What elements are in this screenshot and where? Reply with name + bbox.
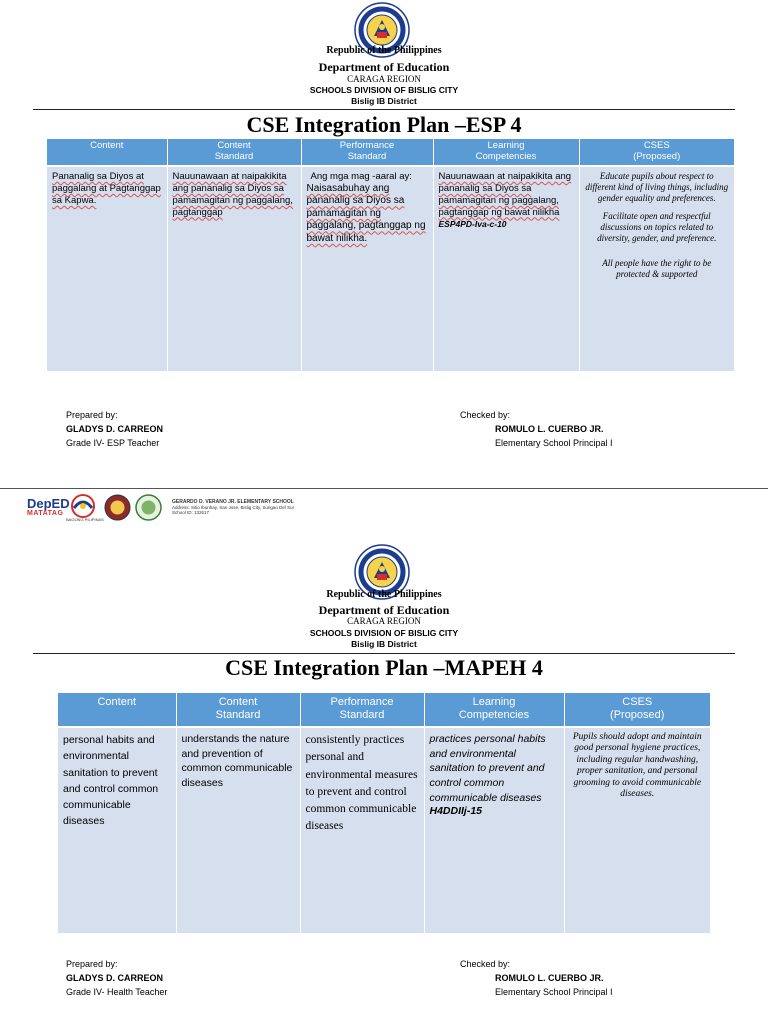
column-header-learning-competencies: [424, 693, 564, 727]
cell-text: Nauunawaan at naipakikita ang pananalig sa Diyos sa pamamagitan ng paggalang, pagtanggap: [172, 171, 293, 218]
header-rule: [33, 109, 735, 110]
column-label: Content Standard: [214, 140, 254, 162]
prepared-role: Grade IV- ESP Teacher: [66, 438, 160, 448]
cses-item: Educate pupils about respect to different kind of living things, including gender equality and preferences.: [585, 171, 729, 203]
matatag-logo: MATATAG: [27, 510, 64, 517]
republic-label: Republic of the Philippines: [326, 45, 442, 56]
checked-role: Elementary School Principal I: [495, 438, 613, 448]
column-label: Content: [97, 696, 137, 708]
column-header-content-standard: [167, 139, 301, 166]
checked-by-block: [460, 957, 613, 999]
deped-logo: [27, 496, 70, 511]
prepared-label: Prepared by:: [66, 410, 118, 420]
cell-text: practices personal habits and environmental sanitation to prevent and control common communicable diseases: [429, 733, 546, 804]
bagong-pilipinas-text: BAGONG PILIPINAS: [66, 517, 104, 522]
cell-text: Nauunawaan at naipakikita ang pananalig sa Diyos sa pamamagitan ng paggalang, pagtanggap ng bawat nilikha: [438, 171, 572, 218]
column-label: Performance Standard: [330, 696, 394, 721]
competency-code: H4DDIIj-15: [429, 805, 483, 818]
school-id: School ID: 132617: [172, 510, 210, 515]
header-rule: [33, 653, 735, 654]
prepared-name: GLADYS D. CARREON: [66, 973, 164, 983]
column-header-cses: [579, 139, 734, 166]
column-header-performance-standard: [300, 693, 424, 727]
checked-label: Checked by:: [460, 959, 511, 969]
cell-cses: [579, 166, 734, 371]
checked-role: Elementary School Principal I: [495, 987, 613, 997]
department-label: Department of Education: [318, 603, 450, 617]
competency-code: ESP4PD-Iva-c-10: [438, 218, 507, 229]
cell-content: [47, 166, 167, 371]
column-label: Content: [90, 140, 124, 151]
column-label: Learning Competencies: [475, 140, 537, 162]
division-label: SCHOOLS DIVISION OF BISLIG CITY: [309, 85, 459, 95]
integration-plan-table: [58, 693, 710, 933]
performance-intro: Ang mga mag -aaral ay:: [310, 171, 412, 182]
column-label: Learning Competencies: [458, 696, 530, 721]
cell-text: personal habits and environmental sanitation to prevent and control common communicable diseases: [63, 734, 159, 828]
cses-item: All people have the right to be protected & supported: [602, 257, 712, 279]
school-footer: [0, 488, 768, 528]
column-label: CSES (Proposed): [610, 696, 665, 721]
deped-logo-text: DepED: [27, 496, 70, 511]
footer-rule: [0, 488, 768, 489]
checked-name: ROMULO L. CUERBO JR.: [495, 424, 604, 434]
cell-content-standard: [176, 727, 300, 933]
table-row: [47, 166, 734, 371]
performance-body: Naisasabuhay ang pananalig sa Diyos sa pamamagitan ng paggalang, pagtanggap ng bawat nilikha.: [306, 182, 426, 244]
school-address: Address: Sitio Ibunhay, San Jose, Bislig City, Surigao Del Sur: [172, 505, 295, 510]
prepared-by-block: [66, 408, 163, 450]
column-header-learning-competencies: [433, 139, 579, 166]
prepared-role: Grade IV- Health Teacher: [66, 987, 168, 997]
department-label: Department of Education: [318, 60, 450, 74]
cell-learning-competencies: [424, 727, 564, 933]
page-title: CSE Integration Plan –MAPEH 4: [225, 655, 543, 680]
column-label: Performance Standard: [339, 140, 395, 162]
district-label: Bislig IB District: [351, 639, 417, 649]
prepared-label: Prepared by:: [66, 959, 118, 969]
column-header-content-standard: [176, 693, 300, 727]
column-header-content: [58, 693, 176, 727]
column-label: CSES (Proposed): [633, 140, 681, 162]
cell-cses: [564, 727, 710, 933]
page-mapeh: [0, 540, 768, 1024]
column-header-content: [47, 139, 167, 166]
cell-content: [58, 727, 176, 933]
school-name: GERARDO D. VERANO JR. ELEMENTARY SCHOOL: [172, 499, 294, 505]
republic-label: Republic of the Philippines: [326, 589, 442, 600]
table-row: [58, 727, 710, 933]
column-header-performance-standard: [301, 139, 433, 166]
division-label: SCHOOLS DIVISION OF BISLIG CITY: [309, 628, 459, 638]
checked-by-block: [460, 408, 613, 450]
cses-item: Pupils should adopt and maintain good personal hygiene practices, including regular handwashing, proper sanitation, and personal grooming to avoid communicable diseases.: [572, 732, 702, 799]
region-label: CARAGA REGION: [347, 74, 421, 84]
cell-performance-standard: [301, 166, 433, 371]
cell-text: consistently practices personal and environmental measures to prevent and control common communicable diseases: [305, 734, 418, 833]
district-label: Bislig IB District: [351, 96, 417, 106]
column-header-cses: [564, 693, 710, 727]
cses-item: Facilitate open and respectful discussions on topics related to diversity, gender, and preference.: [597, 211, 717, 243]
prepared-name: GLADYS D. CARREON: [66, 424, 164, 434]
checked-name: ROMULO L. CUERBO JR.: [495, 973, 604, 983]
checked-label: Checked by:: [460, 410, 511, 420]
page-title: CSE Integration Plan –ESP 4: [246, 112, 522, 137]
school-seal-icon: [135, 494, 162, 521]
cell-performance-standard: [300, 727, 424, 933]
cell-text: understands the nature and prevention of common communicable diseases: [181, 733, 293, 790]
division-seal-icon: [104, 494, 131, 521]
column-label: Content Standard: [215, 696, 261, 721]
integration-plan-table: [47, 139, 734, 371]
cell-content-standard: [167, 166, 301, 371]
cell-text: Pananalig sa Diyos at paggalang at Pagtanggap sa Kapwa.: [52, 171, 161, 206]
prepared-by-block: [66, 957, 167, 999]
region-label: CARAGA REGION: [347, 616, 421, 626]
cell-learning-competencies: [433, 166, 579, 371]
